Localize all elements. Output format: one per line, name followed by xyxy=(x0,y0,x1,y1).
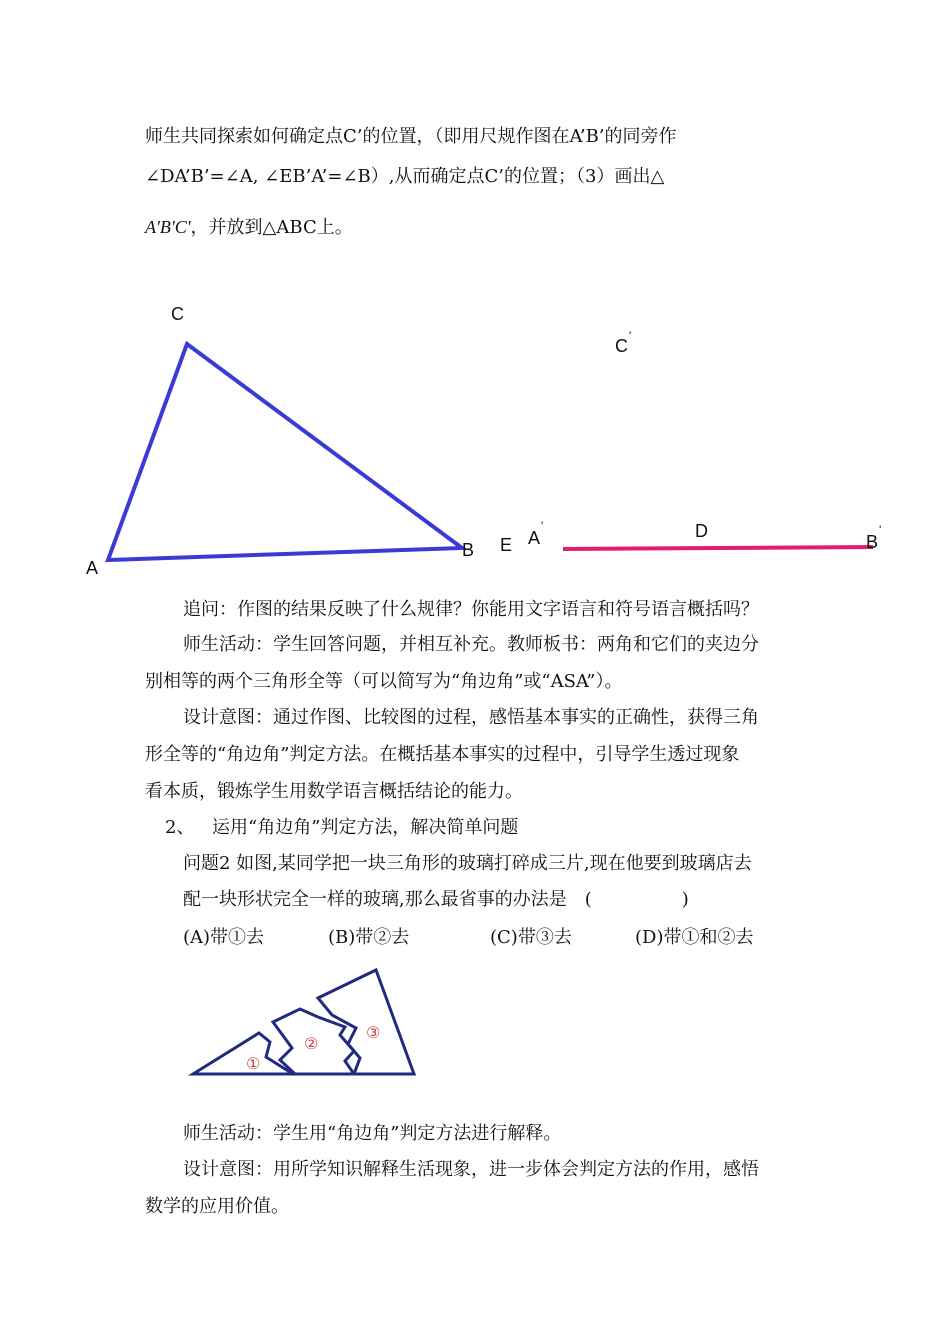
segment-a-prime-b-prime xyxy=(563,547,873,549)
piece-label-2: ② xyxy=(304,1034,319,1053)
broken-glass-figure xyxy=(0,960,950,1090)
option-c: (C)带③去 xyxy=(490,927,572,948)
label-a-prime: A xyxy=(528,528,541,548)
label-c: C xyxy=(171,304,184,324)
construction-figure xyxy=(0,290,950,590)
activity-1-line-1: 师生活动：学生回答问题，并相互补充。教师板书：两角和它们的夹边分 xyxy=(183,634,759,655)
section-2-title: 运用“角边角”判定方法，解决简单问题 xyxy=(212,817,519,838)
design-intent-1-line-2: 形全等的“角边角”判定方法。在概括基本事实的过程中，引导学生透过现象 xyxy=(145,744,740,765)
option-b: (B)带②去 xyxy=(328,927,410,948)
label-c-prime: C xyxy=(615,336,628,356)
activity-2: 师生活动：学生用“角边角”判定方法进行解释。 xyxy=(183,1123,562,1144)
label-d: D xyxy=(695,521,708,541)
activity-1-line-2: 别相等的两个三角形全等（可以简写为“角边角”或“ASA”）。 xyxy=(145,671,623,692)
label-a-prime-mark: ' xyxy=(541,519,544,533)
piece-label-1: ① xyxy=(246,1054,261,1073)
label-b: B xyxy=(462,540,475,560)
glass-piece-1 xyxy=(193,1033,293,1074)
design-intent-1-line-1: 设计意图：通过作图、比较图的过程，感悟基本事实的正确性，获得三角 xyxy=(183,707,759,728)
intro-line-1: 师生共同探索如何确定点C’的位置，（即用尺规作图在A’B’的同旁作 xyxy=(145,126,677,147)
label-e: E xyxy=(500,535,513,555)
problem-2-line-2: 配一块形状完全一样的玻璃,那么最省事的办法是 ( ) xyxy=(183,889,689,910)
label-b-prime: B xyxy=(866,532,879,552)
option-d: (D)带①和②去 xyxy=(635,927,754,948)
intro-line-3 xyxy=(145,214,353,241)
design-intent-2-line-1: 设计意图：用所学知识解释生活现象，进一步体会判定方法的作用，感悟 xyxy=(183,1159,759,1180)
option-a: (A)带①去 xyxy=(183,927,265,948)
triangle-abc xyxy=(108,344,462,560)
label-a: A xyxy=(86,558,99,578)
intro-line-2: ∠DA’B’=∠A, ∠EB’A’=∠B）,从而确定点C’的位置；（3）画出△ xyxy=(145,166,665,187)
label-b-prime-mark: ' xyxy=(879,523,882,537)
design-intent-2-line-2: 数学的应用价值。 xyxy=(145,1196,289,1217)
label-c-prime-mark: ' xyxy=(629,329,632,343)
problem-2-line-1: 问题2 如图,某同学把一块三角形的玻璃打碎成三片,现在他要到玻璃店去 xyxy=(183,853,752,874)
intro-line-3-text: ，并放到△ABC上。 xyxy=(190,217,353,238)
triangle-prime-notation: A'B'C' xyxy=(145,217,191,237)
piece-label-3: ③ xyxy=(366,1023,381,1042)
design-intent-1-line-3: 看本质，锻炼学生用数学语言概括结论的能力。 xyxy=(145,781,523,802)
section-2-number: 2、 xyxy=(165,817,195,838)
follow-up-question: 追问：作图的结果反映了什么规律？你能用文字语言和符号语言概括吗？ xyxy=(183,599,759,620)
